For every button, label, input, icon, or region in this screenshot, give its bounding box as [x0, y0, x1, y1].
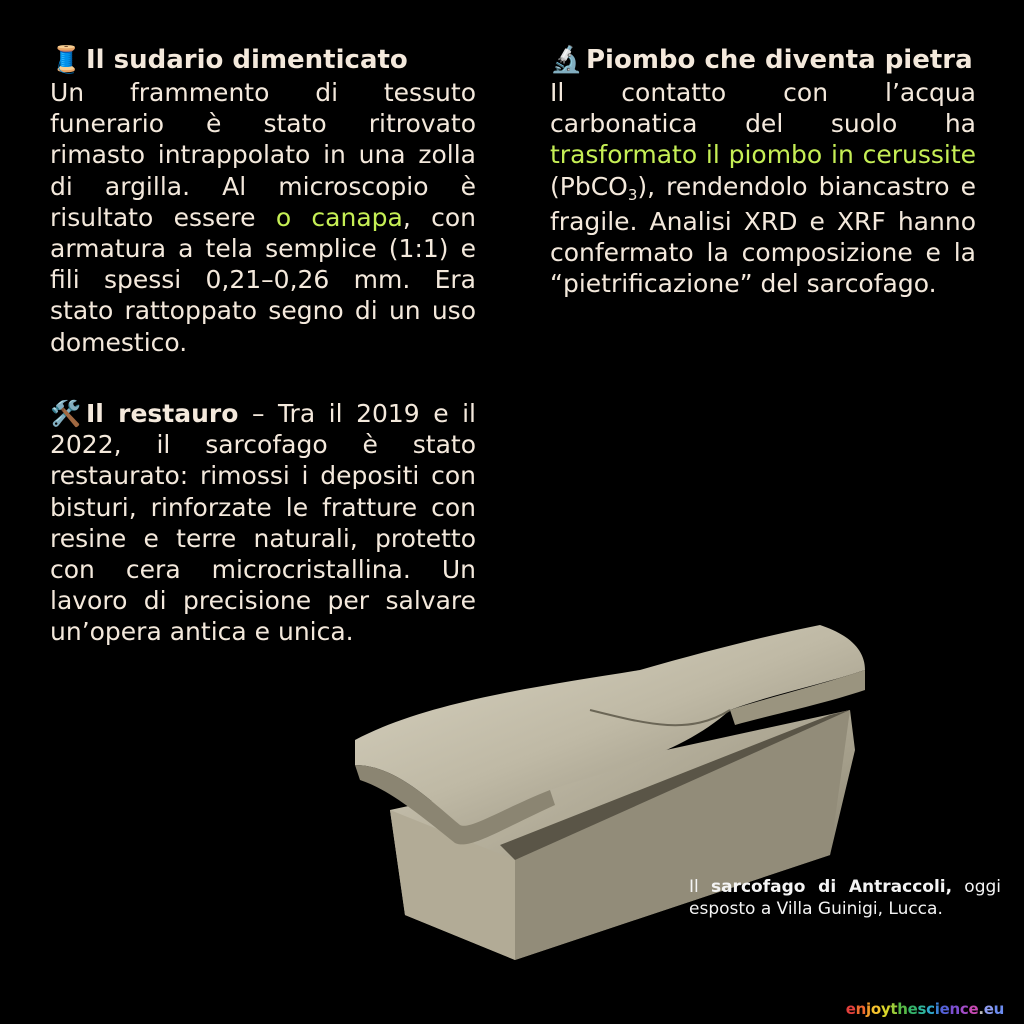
highlight-canapa: o canapa [275, 202, 403, 232]
brand-letter: u [993, 1000, 1004, 1018]
section-restauro [50, 398, 476, 648]
brand-letter: . [978, 1000, 984, 1018]
brand-letter: e [845, 1000, 856, 1018]
section-restauro-title: Il restauro [86, 399, 239, 428]
photo-caption: Il sarcofago di Antraccoli, oggi esposto a Villa Guinigi, Lucca. [689, 877, 1002, 919]
brand-letter: i [934, 1000, 940, 1018]
caption-bold: sarcofago di Antraccoli, [710, 877, 953, 897]
brand-letter: c [959, 1000, 969, 1018]
brand-letter: e [907, 1000, 918, 1018]
brand-logo [846, 1000, 1004, 1018]
section-piombo-text: Il contatto con l’acqua carbonatica del suolo ha trasformato il piombo in cerussite (PbCO$_3$), rendendolo biancastro e fragile. Analisi XRD e XRF hanno confermato la composizione e la “pietrificazione” del sarcofago. [550, 78, 976, 299]
brand-letter: e [983, 1000, 994, 1018]
brand-letter: h [897, 1000, 908, 1018]
brand-letter: j [866, 1000, 871, 1018]
tools-icon: 🛠️ [50, 399, 82, 428]
section-sudario-title: 🧵 Il sudario dimenticato [50, 45, 408, 75]
brand-letter: n [855, 1000, 867, 1018]
brand-letter: c [926, 1000, 935, 1018]
brand-letter: n [949, 1000, 960, 1018]
section-piombo [550, 44, 976, 299]
highlight-cerussite: trasformato il piombo in cerussite [550, 140, 976, 170]
brand-letter: y [880, 1000, 891, 1018]
section-restauro-text: 🛠️ Il restauro – Tra il 2019 e il 2022, il sarcofago è stato restaurato: rimossi i depositi con bisturi, rinforzate le fratture con resine e terre naturali, protetto con cera microcristallina. Un lavoro di precisione per salvare un’opera antica e unica. [50, 399, 476, 647]
brand-letter: s [917, 1000, 927, 1018]
brand-letter: e [939, 1000, 950, 1018]
thread-icon: 🧵 [50, 45, 83, 75]
brand-letter: t [890, 1000, 898, 1018]
section-sudario [50, 44, 476, 358]
brand-letter: o [870, 1000, 881, 1018]
microscope-icon: 🔬 [550, 45, 583, 75]
section-piombo-title: 🔬 Piombo che diventa pietra [550, 45, 973, 75]
sarcophagus-photo [350, 615, 870, 975]
section-sudario-text: Un frammento di tessuto funerario è stato ritrovato rimasto intrappolato in una zolla di argilla. Al microscopio è risultato essere o canapa, con armatura a tela semplice (1:1) e fili spessi 0,21–0,26 mm. Era stato rattoppato segno di un uso domestico. [50, 78, 476, 357]
brand-letter: e [968, 1000, 979, 1018]
